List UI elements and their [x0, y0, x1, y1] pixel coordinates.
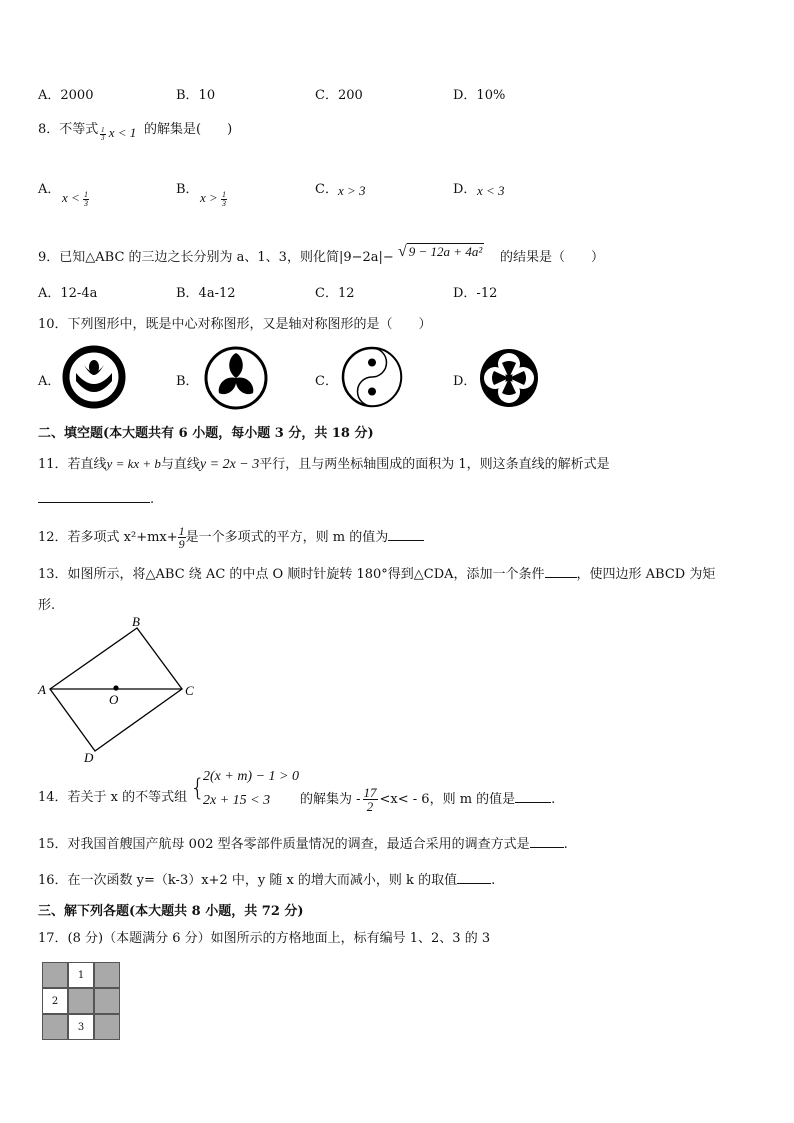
- point-o-label: O: [109, 692, 119, 707]
- figure-a-emblem-icon: [62, 345, 126, 409]
- grid-cell-2: 2: [42, 988, 68, 1014]
- vertex-a-label: A: [38, 682, 46, 697]
- q8-option-b-expr: x > $\frac{1}{3}$: [200, 189, 227, 208]
- q10-label-b: B．: [176, 374, 199, 389]
- q10-label-d: D．: [453, 374, 477, 389]
- q9-option-a: A．12-4a: [38, 286, 98, 301]
- q12-answer-blank[interactable]: [388, 528, 424, 541]
- q8-option-b-label: B．: [176, 182, 199, 197]
- q9-sqrt: √ 9 − 12a + 4a²: [398, 243, 483, 260]
- q13-answer-blank[interactable]: [545, 565, 577, 578]
- q8-option-d-expr: x < 3: [477, 183, 505, 198]
- q11-text: 11．若直线y = kx + b与直线y = 2x − 3平行，且与两坐标轴围成的面积为 1，则这条直线的解析式是: [38, 456, 610, 472]
- q8-option-a-label: A．: [38, 182, 61, 197]
- q9-prefix: 9．已知△ABC 的三边之长分别为 a、1、3，则化简|9−2a|−: [38, 250, 394, 265]
- figure-d-quatrefoil-icon: [478, 347, 540, 409]
- q8-option-d-label: D．: [453, 182, 477, 197]
- q9-suffix: 的结果是（ ）: [500, 250, 605, 265]
- q17-text: 17．(8 分)（本题满分 6 分）如图所示的方格地面上，标有编号 1、2、3 的 3: [38, 931, 491, 946]
- q15-answer-blank[interactable]: [530, 835, 564, 848]
- q14-system-line2: 2x + 15 < 3: [203, 793, 271, 808]
- q14-prefix: 14．若关于 x 的不等式组: [38, 790, 188, 805]
- q13-line1: 13．如图所示，将△ABC 绕 AC 的中点 O 顺时针旋转 180°得到△CDA，添加一个条件 ，使四边形 ABCD 为矩: [38, 567, 716, 582]
- figure-b-trefoil-icon: [203, 345, 269, 411]
- q7-option-d: D．10%: [453, 88, 506, 103]
- q7-option-b: B．10: [176, 88, 216, 103]
- q8-suffix: 的解集是( ): [144, 122, 233, 137]
- q14-answer-blank[interactable]: [515, 790, 551, 803]
- q8-inequality: $\frac{1}{3}$ x < 1: [101, 125, 137, 142]
- q9-option-d: D．-12: [453, 286, 498, 301]
- vertex-c-label: C: [185, 683, 194, 698]
- vertex-b-label: B: [132, 614, 140, 629]
- q14-system-line1: 2(x + m) − 1 > 0: [203, 769, 299, 784]
- q13-line2: 形.: [38, 598, 56, 613]
- q8-prefix: 8．不等式: [38, 122, 99, 137]
- q7-option-a: A．2000: [38, 88, 94, 103]
- q12-text: 12．若多项式 x²+mx+ $\frac{1}{9}$ 是一个多项式的平方，则 m 的值为: [38, 525, 424, 550]
- q13-parallelogram-figure: [34, 614, 204, 766]
- q7-option-c: C．200: [315, 88, 363, 103]
- grid-cell-3: 3: [68, 1014, 94, 1040]
- q16-text: 16．在一次函数 y=（k-3）x+2 中，y 随 x 的增大而减小，则 k 的取值 .: [38, 873, 496, 888]
- q11-answer-blank[interactable]: .: [38, 490, 154, 507]
- section-2-heading: 二、填空题(本大题共有 6 小题，每小题 3 分，共 18 分): [38, 426, 374, 441]
- grid-cell-1: 1: [68, 962, 94, 988]
- q14-brace: {: [190, 774, 206, 802]
- q10-text: 10．下列图形中，既是中心对称图形，又是轴对称图形的是（ ）: [38, 317, 432, 332]
- q9-option-c: C．12: [315, 286, 355, 301]
- q15-text: 15．对我国首艘国产航母 002 型各零部件质量情况的调查，最适合采用的调查方式是 .: [38, 837, 568, 852]
- q17-grid-figure: [42, 962, 122, 1042]
- q10-label-c: C．: [315, 374, 338, 389]
- q16-answer-blank[interactable]: [457, 871, 491, 884]
- q9-option-b: B．4a-12: [176, 286, 236, 301]
- figure-c-yinyang-icon: [340, 345, 404, 409]
- vertex-d-label: D: [84, 750, 94, 765]
- q10-label-a: A．: [38, 374, 61, 389]
- q8-option-c-label: C．: [315, 182, 338, 197]
- q14-rest: 的解集为 - $\frac{17}{2}$ <x< - 6，则 m 的值是 .: [300, 785, 556, 814]
- q8-option-a-expr: x < $\frac{1}{3}$: [62, 189, 89, 208]
- q8-option-c-expr: x > 3: [338, 183, 366, 198]
- section-3-heading: 三、解下列各题(本大题共 8 小题，共 72 分): [38, 904, 304, 919]
